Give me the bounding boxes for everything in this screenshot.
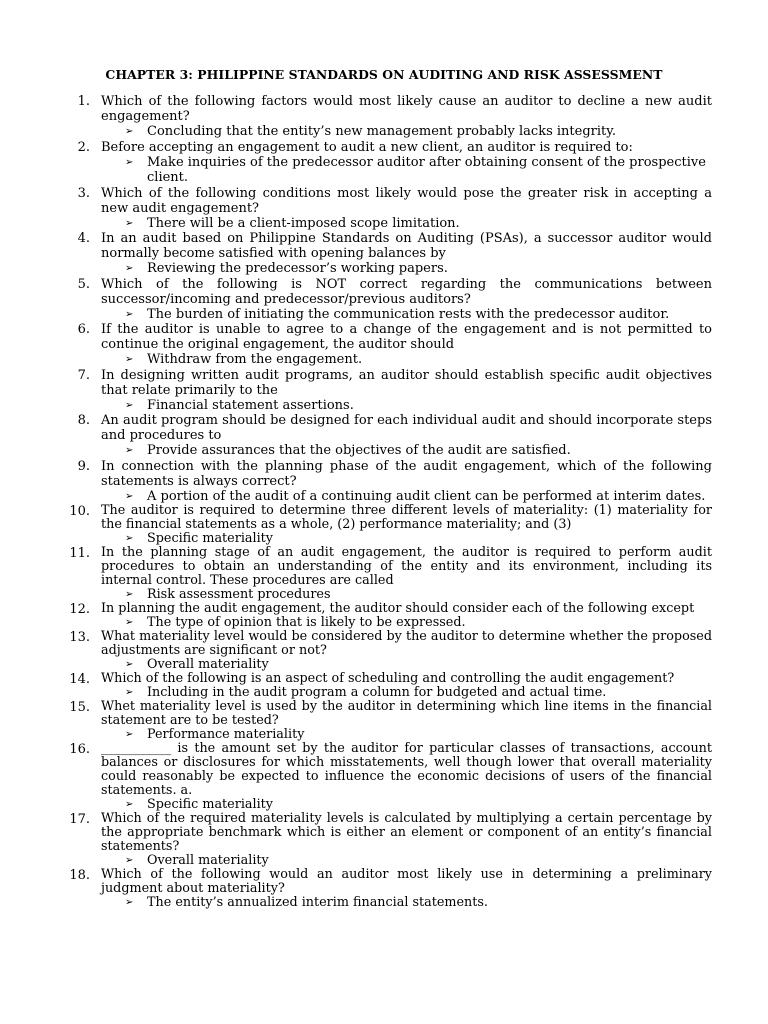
arrow-bullet-icon: ➢	[125, 217, 134, 229]
question-item	[0, 504, 768, 546]
answer-text: The entity’s annualized interim financial statements.	[147, 895, 488, 910]
question-text: In connection with the planning phase of the audit engagement, which of the following statements is always correct?	[101, 458, 712, 489]
answer-text: A portion of the audit of a continuing audit client can be performed at interim dates.	[147, 488, 706, 504]
question-number: 9.	[77, 458, 90, 474]
arrow-bullet-icon: ➢	[125, 490, 134, 502]
question-text: What materiality level would be considered by the auditor to determine whether the proposed adjustments are significant or not?	[101, 629, 712, 658]
arrow-bullet-icon: ➢	[125, 617, 134, 628]
question-item	[0, 140, 768, 186]
question-item	[0, 186, 768, 232]
question-text: Which of the following is an aspect of scheduling and controlling the audit engagement?	[101, 671, 675, 686]
question-item	[0, 231, 768, 277]
question-number: 15.	[69, 700, 90, 715]
question-number: 1.	[77, 94, 90, 109]
question-text: In an audit based on Philippine Standards on Auditing (PSAs), a successor auditor would normally become satisfied with opening balances by	[101, 231, 712, 261]
question-item	[0, 322, 768, 368]
answer-text: Performance materiality	[147, 727, 305, 742]
question-text: An audit program should be designed for each individual audit and should incorporate steps and procedures to	[101, 413, 712, 443]
question-item	[0, 672, 768, 700]
answer-item	[125, 532, 712, 546]
question-item	[0, 94, 768, 140]
question-item	[0, 459, 768, 505]
answer-item	[125, 616, 712, 630]
question-text: Whet materiality level is used by the auditor in determining which line items in the financial statement are to be tested?	[101, 699, 712, 728]
answer-text: Reviewing the predecessor’s working papers.	[147, 261, 448, 276]
answer-text: Withdraw from the engagement.	[147, 352, 363, 367]
question-text: In designing written audit programs, an auditor should establish specific audit objectives that relate primarily to the	[101, 367, 712, 398]
question-number: 8.	[77, 413, 90, 428]
answer-text: Specific materiality	[147, 531, 273, 546]
answer-item	[125, 352, 712, 368]
question-number: 11.	[69, 546, 90, 561]
arrow-bullet-icon: ➢	[125, 308, 134, 320]
answer-text: Concluding that the entity’s new management probably lacks integrity.	[147, 124, 617, 139]
question-item	[0, 630, 768, 672]
question-item	[0, 700, 768, 742]
answer-text: The type of opinion that is likely to be expressed.	[147, 615, 466, 630]
answer-text: Overall materiality	[147, 853, 269, 868]
question-text: Which of the following would an auditor most likely use in determining a preliminary judgment about materiality?	[101, 867, 712, 896]
answer-item	[125, 307, 712, 323]
question-number: 16.	[69, 742, 90, 757]
answer-text: Provide assurances that the objectives of the audit are satisfied.	[147, 443, 571, 458]
question-item	[0, 812, 768, 868]
answer-item	[125, 155, 712, 186]
arrow-bullet-icon: ➢	[125, 855, 134, 866]
chapter-title: CHAPTER 3: PHILIPPINE STANDARDS ON AUDITING AND RISK ASSESSMENT	[105, 67, 663, 82]
question-list	[0, 94, 768, 910]
answer-text: The burden of initiating the communication rests with the predecessor auditor.	[147, 306, 670, 322]
arrow-bullet-icon: ➢	[125, 589, 134, 600]
question-item	[0, 868, 768, 910]
question-number: 12.	[69, 602, 90, 617]
answer-item	[125, 489, 712, 505]
question-number: 5.	[77, 276, 90, 292]
arrow-bullet-icon: ➢	[125, 156, 134, 168]
question-text: If the auditor is unable to agree to a change of the engagement and is not permitted to continue the original engagement, the auditor should	[101, 322, 712, 352]
answer-item	[125, 658, 712, 672]
question-item	[0, 602, 768, 630]
question-text: Which of the following factors would most likely cause an auditor to decline a new audit engagement?	[101, 94, 712, 124]
question-number: 14.	[69, 672, 90, 687]
question-text: Which of the following conditions most likely would pose the greater risk in accepting a new audit engagement?	[101, 185, 712, 216]
answer-text: Make inquiries of the predecessor auditor after obtaining consent of the prospective client.	[147, 154, 706, 185]
question-text: Before accepting an engagement to audit a new client, an auditor is required to:	[101, 139, 633, 155]
question-text: ___________ is the amount set by the auditor for particular classes of transactions, account balances or disclosures for which misstatements, well though lower that overall materiality could reasonably be expected to influence the economic decisions of users of the financial statements. a.	[101, 741, 712, 798]
arrow-bullet-icon: ➢	[125, 354, 134, 365]
answer-text: Risk assessment procedures	[147, 587, 331, 602]
question-number: 18.	[69, 868, 90, 883]
question-item	[0, 742, 768, 812]
answer-item	[125, 124, 712, 140]
answer-item	[125, 854, 712, 868]
question-item	[0, 277, 768, 323]
answer-item	[125, 588, 712, 602]
arrow-bullet-icon: ➢	[125, 533, 134, 544]
answer-item	[125, 398, 712, 414]
question-text: Which of the following is NOT correct regarding the communications between successor/incoming and predecessor/previous auditors?	[101, 276, 712, 307]
question-number: 7.	[77, 367, 90, 383]
answer-item	[125, 443, 712, 459]
question-item	[0, 413, 768, 459]
arrow-bullet-icon: ➢	[125, 263, 134, 274]
answer-text: Overall materiality	[147, 657, 269, 672]
question-number: 17.	[69, 812, 90, 827]
question-text: In the planning stage of an audit engagement, the auditor is required to perform audit procedures to obtain an understanding of the entity and its environment, including its internal control. These procedures are called	[101, 545, 712, 588]
answer-item	[125, 216, 712, 232]
arrow-bullet-icon: ➢	[125, 687, 134, 698]
question-item	[0, 546, 768, 602]
arrow-bullet-icon: ➢	[125, 126, 134, 137]
arrow-bullet-icon: ➢	[125, 445, 134, 456]
answer-item	[125, 261, 712, 277]
question-item	[0, 368, 768, 414]
question-number: 6.	[77, 322, 90, 337]
question-number: 3.	[77, 185, 90, 201]
answer-text: Financial statement assertions.	[147, 397, 354, 413]
answer-item	[125, 896, 712, 910]
answer-item	[125, 686, 712, 700]
answer-text: Specific materiality	[147, 797, 273, 812]
arrow-bullet-icon: ➢	[125, 897, 134, 908]
question-number: 13.	[69, 630, 90, 645]
question-text: In planning the audit engagement, the auditor should consider each of the following except	[101, 601, 695, 616]
arrow-bullet-icon: ➢	[125, 729, 134, 740]
answer-item	[125, 798, 712, 812]
answer-text: Including in the audit program a column for budgeted and actual time.	[147, 685, 607, 700]
question-number: 10.	[69, 504, 90, 519]
question-number: 4.	[77, 231, 90, 246]
arrow-bullet-icon: ➢	[125, 659, 134, 670]
question-text: Which of the required materiality levels is calculated by multiplying a certain percentage by the appropriate benchmark which is either an element or component of an entity’s financial statements?	[101, 811, 712, 854]
question-number: 2.	[77, 139, 90, 155]
arrow-bullet-icon: ➢	[125, 399, 134, 411]
arrow-bullet-icon: ➢	[125, 799, 134, 810]
answer-text: There will be a client-imposed scope limitation.	[147, 215, 460, 231]
answer-item	[125, 728, 712, 742]
question-text: The auditor is required to determine three different levels of materiality: (1) materiality for the financial statements as a whole, (2) performance materiality; and (3)	[101, 503, 712, 532]
